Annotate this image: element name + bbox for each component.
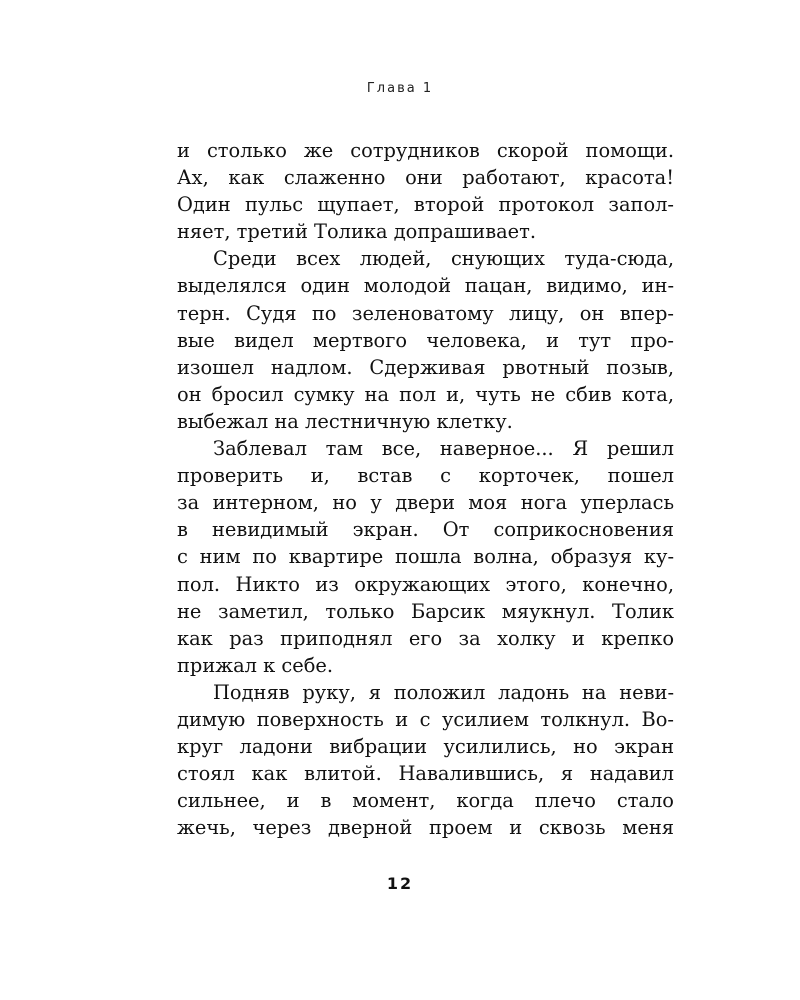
text-line: Ах, как слаженно они работают, красота! [177, 166, 674, 190]
text-line: прижал к себе. [177, 653, 334, 677]
text-line: выбежал на лестничную клетку. [177, 409, 513, 433]
paragraph-1 [177, 137, 674, 245]
page-number: 12 [386, 874, 414, 893]
text-line: сильнее, и в момент, когда плечо стало [177, 789, 674, 813]
text-line: стоял как влитой. Навалившись, я надавил [177, 762, 674, 786]
text-line: изошел надлом. Сдерживая рвотный позыв, [177, 355, 674, 379]
text-line: пол. Никто из окружающих этого, конечно, [177, 572, 674, 596]
text-line: Один пульс щупает, второй протокол запол- [177, 193, 674, 217]
text-line: в невидимый экран. От соприкосновения [177, 518, 674, 542]
text-line: Среди всех людей, снующих туда-сюда, [213, 247, 674, 271]
text-line: выделялся один молодой пацан, видимо, ин- [177, 274, 674, 298]
text-line: проверить и, встав с корточек, пошел [177, 464, 674, 488]
text-line: он бросил сумку на пол и, чуть не сбив кота, [177, 382, 674, 406]
running-head: Глава 1 [366, 81, 434, 96]
paragraph-3 [177, 435, 674, 679]
text-line: жечь, через дверной проем и сквозь меня [177, 816, 674, 840]
text-line: няет, третий Толика допрашивает. [177, 220, 537, 244]
text-line: вые видел мертвого человека, и тут про- [177, 328, 674, 352]
text-line: с ним по квартире пошла волна, образуя ку- [177, 545, 674, 569]
text-line: и столько же сотрудников скорой помощи. [177, 139, 674, 162]
text-line: димую поверхность и с усилием толкнул. Во- [177, 707, 674, 731]
text-line: терн. Судя по зеленоватому лицу, он впер- [177, 301, 674, 325]
text-line: Подняв руку, я положил ладонь на неви- [213, 680, 674, 704]
text-line: как раз приподнял его за холку и крепко [177, 626, 674, 650]
text-line: не заметил, только Барсик мяукнул. Толик [177, 599, 674, 623]
text-line: за интерном, но у двери моя нога уперлась [177, 491, 674, 515]
paragraph-2 [177, 245, 674, 435]
paragraph-4 [177, 679, 674, 842]
body-text [177, 137, 674, 841]
text-line: Заблевал там все, наверное... Я решил [213, 437, 674, 461]
text-line: круг ладони вибрации усилились, но экран [177, 735, 674, 759]
